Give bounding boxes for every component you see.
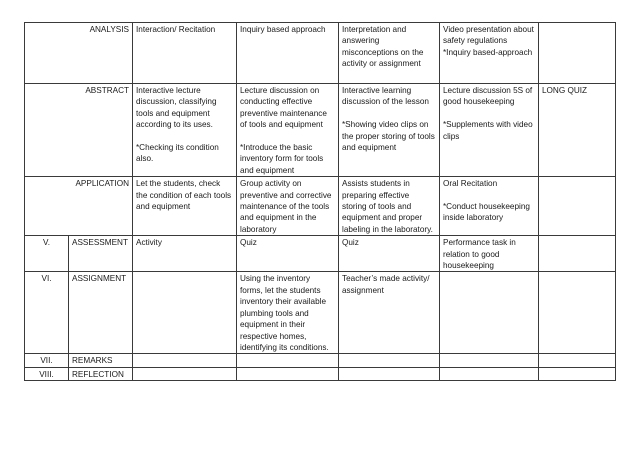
assessment-cell-4: Performance task in relation to good housekeeping — [440, 236, 539, 272]
remarks-row — [25, 354, 616, 367]
reflection-row — [25, 367, 616, 380]
analysis-label: ANALYSIS — [25, 23, 133, 84]
application-cell-2: Group activity on preventive and corrective maintenance of the tools and equipment in the laboratory — [237, 177, 339, 236]
analysis-cell-2: Inquiry based approach — [237, 23, 339, 84]
assessment-row — [25, 236, 616, 272]
abstract-cell-3 — [339, 84, 440, 177]
abstract-cell-1-note: *Checking its condition also. — [136, 143, 219, 164]
assessment-number: V. — [25, 236, 69, 272]
assessment-label: ASSESSMENT — [69, 236, 133, 272]
abstract-cell-4-note: *Supplements with video clips — [443, 120, 533, 141]
assignment-label: ASSIGNMENT — [69, 272, 133, 354]
assignment-cell-1 — [133, 272, 237, 354]
analysis-cell-4: Video presentation about safety regulations *Inquiry based-approach — [440, 23, 539, 84]
abstract-cell-4-text: Lecture discussion 5S of good housekeeping — [443, 86, 533, 107]
assessment-cell-1: Activity — [133, 236, 237, 272]
assignment-cell-4 — [440, 272, 539, 354]
assessment-cell-5 — [539, 236, 616, 272]
assessment-cell-2: Quiz — [237, 236, 339, 272]
abstract-cell-4 — [440, 84, 539, 177]
assignment-row — [25, 272, 616, 354]
reflection-label: REFLECTION — [69, 367, 133, 380]
application-cell-4-text: Oral Recitation — [443, 179, 498, 189]
application-cell-5 — [539, 177, 616, 236]
remarks-label: REMARKS — [69, 354, 133, 367]
application-cell-4-note: *Conduct housekeeping inside laboratory — [443, 202, 530, 223]
remarks-number: VII. — [25, 354, 69, 367]
abstract-cell-2-note: *Introduce the basic inventory form for tools and equipment — [240, 143, 324, 175]
assignment-cell-3: Teacher’s made activity/ assignment — [339, 272, 440, 354]
analysis-cell-5 — [539, 23, 616, 84]
application-cell-1: Let the students, check the condition of each tools and equipment — [133, 177, 237, 236]
abstract-row — [25, 84, 616, 177]
lesson-plan-table — [24, 22, 616, 381]
abstract-cell-3-text: Interactive learning discussion of the lesson — [342, 86, 429, 107]
analysis-row — [25, 23, 616, 84]
abstract-cell-2 — [237, 84, 339, 177]
application-cell-4 — [440, 177, 539, 236]
assessment-cell-3: Quiz — [339, 236, 440, 272]
abstract-label: ABSTRACT — [25, 84, 133, 177]
abstract-cell-1 — [133, 84, 237, 177]
application-row — [25, 177, 616, 236]
application-cell-3: Assists students in preparing effective storing of tools and equipment and proper labeling in the laboratory. — [339, 177, 440, 236]
analysis-cell-1: Interaction/ Recitation — [133, 23, 237, 84]
abstract-cell-5: LONG QUIZ — [539, 84, 616, 177]
abstract-cell-3-note: *Showing video clips on the proper storing of tools and equipment — [342, 120, 435, 153]
abstract-cell-2-text: Lecture discussion on conducting effective preventive maintenance of tools and equipment — [240, 86, 327, 130]
application-label: APPLICATION — [25, 177, 133, 236]
reflection-number: VIII. — [25, 367, 69, 380]
analysis-cell-3: Interpretation and answering misconceptions on the activity or assignment — [339, 23, 440, 84]
assignment-cell-2: Using the inventory forms, let the students inventory their available plumbing tools and equipment in their respective homes, identifying its conditions. — [237, 272, 339, 354]
abstract-cell-1-text: Interactive lecture discussion, classifying tools and equipment according to its uses. — [136, 86, 217, 130]
assignment-cell-5 — [539, 272, 616, 354]
assignment-number: VI. — [25, 272, 69, 354]
